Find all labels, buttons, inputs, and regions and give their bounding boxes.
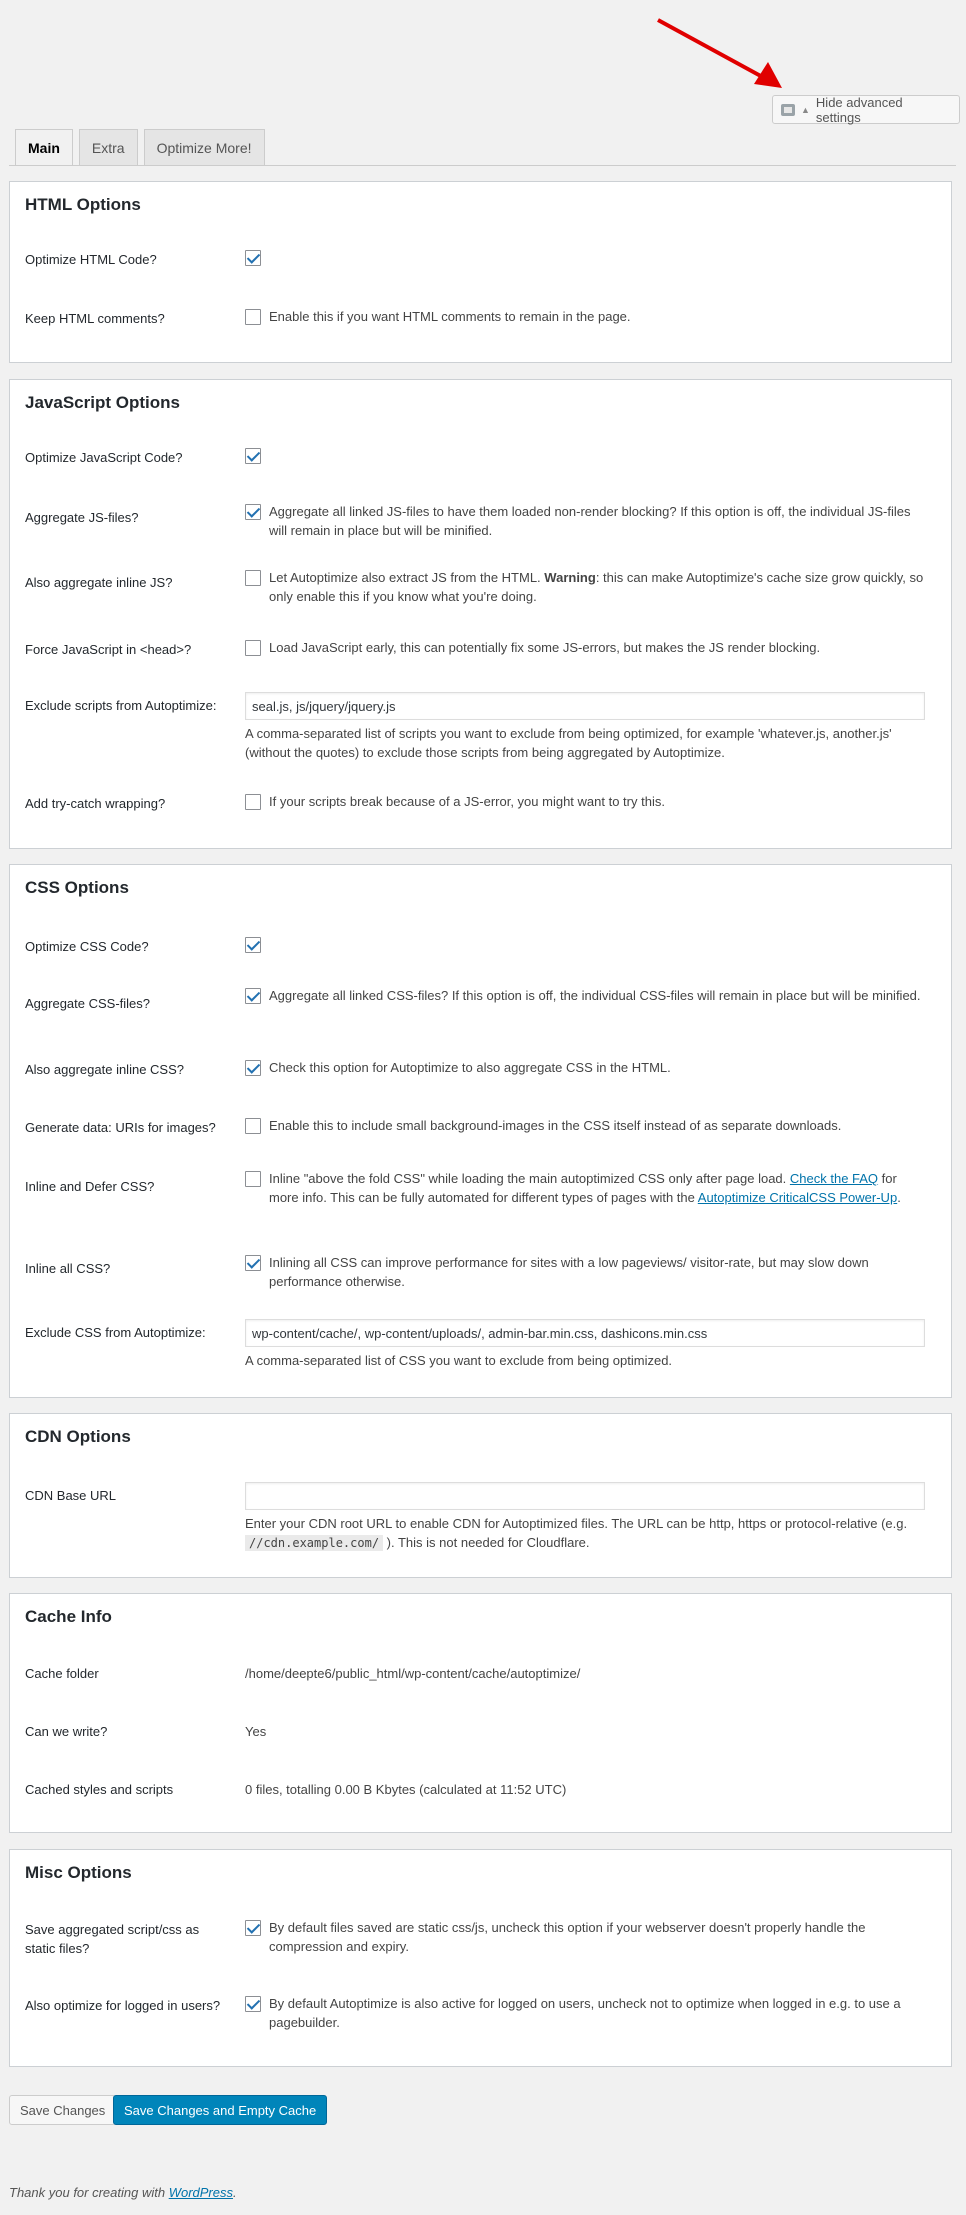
try-catch-desc: If your scripts break because of a JS-error, you might want to try this. [269,794,665,809]
aggregate-js-checkbox[interactable] [245,504,261,520]
aggregate-inline-css-label: Also aggregate inline CSS? [25,1062,184,1077]
warning-label: Warning [544,570,596,585]
exclude-scripts-label: Exclude scripts from Autoptimize: [25,698,217,713]
can-write-label: Can we write? [25,1724,108,1739]
logged-in-desc: By default Autoptimize is also active for logged on users, uncheck not to optimize when logged in e.g. to use a pagebuilder. [269,1996,901,2030]
section-title: HTML Options [25,195,141,214]
optimize-css-checkbox[interactable] [245,937,261,953]
cdn-base-url-desc: Enter your CDN root URL to enable CDN for Autoptimized files. The URL can be http, https or protocol-relative (e.g. //cdn.example.com/ ). This is not needed for Cloudflare. [245,1516,908,1550]
aggregate-inline-js-checkbox[interactable] [245,570,261,586]
caret-up-icon: ▲ [801,104,810,115]
aggregate-inline-css-desc: Check this option for Autoptimize to also aggregate CSS in the HTML. [269,1060,671,1075]
section-title: CDN Options [25,1427,131,1446]
javascript-options-panel [9,379,952,849]
force-js-head-desc: Load JavaScript early, this can potentially fix some JS-errors, but makes the JS render blocking. [269,640,821,655]
optimize-css-label: Optimize CSS Code? [25,939,149,954]
hide-advanced-settings-button[interactable] [772,95,960,124]
logged-in-checkbox[interactable] [245,1996,261,2012]
inline-defer-css-checkbox[interactable] [245,1171,261,1187]
optimize-js-label: Optimize JavaScript Code? [25,450,183,465]
optimize-html-label: Optimize HTML Code? [25,252,157,267]
section-title: CSS Options [25,878,129,897]
settings-tabs [15,129,265,166]
cache-folder-value: /home/deepte6/public_html/wp-content/cache/autoptimize/ [245,1666,581,1681]
keep-html-comments-checkbox[interactable] [245,309,261,325]
keep-html-comments-desc: Enable this if you want HTML comments to remain in the page. [269,309,631,324]
settings-toggle-icon [781,104,795,116]
cdn-base-url-label: CDN Base URL [25,1488,117,1503]
misc-options-panel [9,1849,952,2067]
aggregate-css-desc: Aggregate all linked CSS-files? If this option is off, the individual CSS-files will remain in place but will be minified. [269,988,921,1003]
optimize-js-checkbox[interactable] [245,448,261,464]
cdn-options-panel [9,1413,952,1578]
aggregate-css-label: Aggregate CSS-files? [25,996,151,1011]
inline-all-css-desc: Inlining all CSS can improve performance for sites with a low pageviews/ visitor-rate, but may slow down performance otherwise. [269,1255,869,1289]
static-files-desc: By default files saved are static css/js, uncheck this option if your webserver doesn't properly handle the compression and expiry. [269,1920,866,1954]
aggregate-inline-js-label: Also aggregate inline JS? [25,575,173,590]
exclude-css-desc: A comma-separated list of CSS you want to exclude from being optimized. [245,1353,673,1368]
aggregate-inline-css-checkbox[interactable] [245,1060,261,1076]
cdn-example-code: //cdn.example.com/ [245,1535,383,1551]
exclude-scripts-desc: A comma-separated list of scripts you want to exclude from being optimized, for example 'whatever.js, another.js' (without the quotes) to exclude those scripts from being aggregated by Autoptimize. [245,726,892,760]
cached-files-label: Cached styles and scripts [25,1782,174,1797]
exclude-css-input[interactable] [245,1319,925,1347]
section-title: Misc Options [25,1863,132,1882]
try-catch-label: Add try-catch wrapping? [25,796,166,811]
css-options-panel [9,864,952,1398]
inline-all-css-label: Inline all CSS? [25,1261,111,1276]
tab-divider [9,165,956,166]
tab-optimize-more[interactable]: Optimize More! [144,129,265,165]
inline-all-css-checkbox[interactable] [245,1255,261,1271]
criticalcss-powerup-link[interactable]: Autoptimize CriticalCSS Power-Up [697,1190,898,1205]
keep-html-comments-label: Keep HTML comments? [25,311,165,326]
wordpress-link[interactable]: WordPress [168,2185,233,2200]
static-files-label: Save aggregated script/css as static files? [25,1922,200,1956]
can-write-value: Yes [245,1724,267,1739]
tab-extra[interactable]: Extra [79,129,138,165]
aggregate-js-desc: Aggregate all linked JS-files to have them loaded non-render blocking? If this option is off, the individual JS-files will remain in place but will be minified. [269,504,911,538]
hide-advanced-settings-label: Hide advanced settings [815,94,903,125]
logged-in-label: Also optimize for logged in users? [25,1998,221,2013]
cache-info-panel [9,1593,952,1833]
inline-defer-css-desc: Inline "above the fold CSS" while loading the main autoptimized CSS only after page load. Check the FAQ for more info. This can be fully automated for different types of pages with the Autoptimize CriticalCSS Power-Up. [269,1171,901,1205]
cached-files-value: 0 files, totalling 0.00 B Kbytes (calculated at 11:52 UTC) [245,1782,567,1797]
optimize-html-checkbox[interactable] [245,250,261,266]
admin-footer: Thank you for creating with WordPress. [9,2185,237,2200]
exclude-scripts-input[interactable] [245,692,925,720]
data-uris-checkbox[interactable] [245,1118,261,1134]
cdn-base-url-input[interactable] [245,1482,925,1510]
try-catch-checkbox[interactable] [245,794,261,810]
tab-main[interactable]: Main [15,129,73,166]
html-options-panel [9,181,952,363]
annotation-arrow [650,14,790,94]
aggregate-css-checkbox[interactable] [245,988,261,1004]
save-changes-button[interactable]: Save Changes [9,2095,116,2125]
force-js-head-checkbox[interactable] [245,640,261,656]
aggregate-js-label: Aggregate JS-files? [25,510,139,525]
force-js-head-label: Force JavaScript in <head>? [25,642,192,657]
section-title: JavaScript Options [25,393,180,412]
check-faq-link[interactable]: Check the FAQ [789,1171,879,1186]
exclude-css-label: Exclude CSS from Autoptimize: [25,1325,206,1340]
static-files-checkbox[interactable] [245,1920,261,1936]
data-uris-label: Generate data: URIs for images? [25,1120,216,1135]
inline-defer-css-label: Inline and Defer CSS? [25,1179,155,1194]
cache-folder-label: Cache folder [25,1666,99,1681]
data-uris-desc: Enable this to include small background-images in the CSS itself instead of as separate downloads. [269,1118,842,1133]
aggregate-inline-js-desc: Let Autoptimize also extract JS from the HTML. Warning: this can make Autoptimize's cache size grow quickly, so only enable this if you know what you're doing. [269,570,924,604]
section-title: Cache Info [25,1607,112,1626]
save-and-empty-cache-button[interactable]: Save Changes and Empty Cache [113,2095,327,2125]
